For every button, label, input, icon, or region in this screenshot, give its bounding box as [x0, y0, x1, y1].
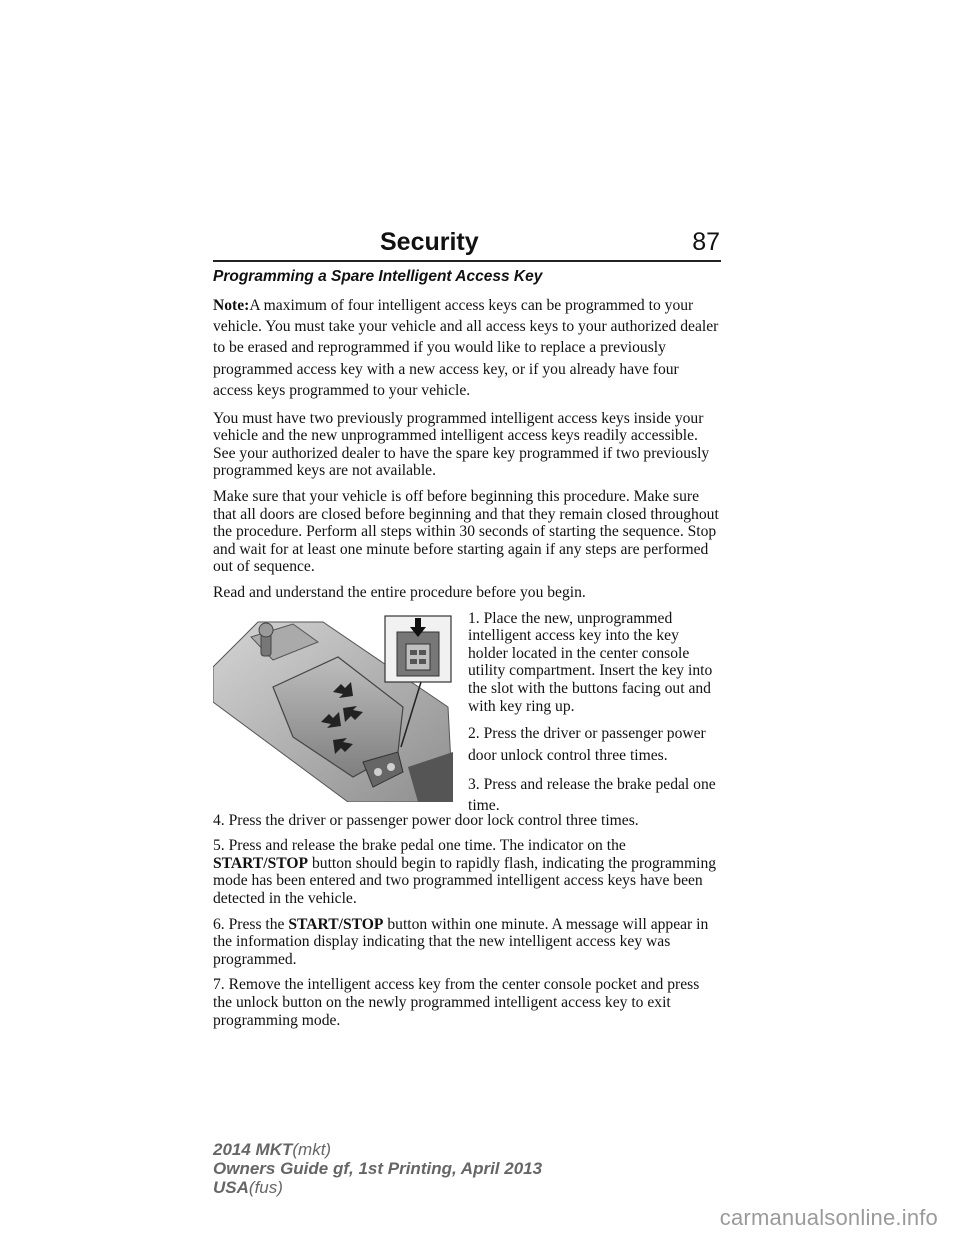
illustrated-steps: [213, 609, 721, 815]
start-stop-button-name: START/STOP: [288, 915, 384, 933]
footer-market-code: (fus): [248, 1178, 283, 1197]
step-6-text-start: 6. Press the: [213, 915, 285, 933]
precautions-paragraph: Make sure that your vehicle is off before beginning this procedure. Make sure that all doors are closed before beginning and that they remain closed throughout the procedure. Perform all steps within 30 seconds of starting the sequence. Stop and wait for at least one minute before starting again if any steps are performed out of sequence.: [213, 488, 719, 576]
page-number: 87: [692, 228, 720, 256]
step-5: [213, 837, 721, 907]
header-divider: [213, 260, 721, 262]
read-first-paragraph: Read and understand the entire procedure before you begin.: [213, 583, 586, 601]
step-7: 7. Remove the intelligent access key from the center console pocket and press the unlock button on the newly programmed intelligent access key to exit programming mode.: [213, 976, 700, 1029]
footer-market: USA: [213, 1178, 249, 1197]
print-footer: [213, 1140, 542, 1197]
steps-beside-figure: [468, 610, 721, 825]
note-text: A maximum of four intelligent access keys can be programmed to your vehicle. You must take your vehicle and all access keys to your authorized dealer to be erased and reprogrammed if you would like to replace a previously programmed access key with a new access key, or if you already have four access keys programmed to your vehicle.: [213, 296, 719, 400]
step-2: 2. Press the driver or passenger power door unlock control three times.: [468, 725, 706, 764]
step-6-text-end: button within one minute. A message will appear in the information display indicating that the new intelligent access key was programmed.: [213, 915, 709, 968]
start-stop-button-name: START/STOP: [213, 854, 309, 872]
step-6: [213, 916, 721, 969]
footer-model-code: (mkt): [292, 1140, 332, 1159]
step-5-text-start: 5. Press and release the brake pedal one time. The indicator on the: [213, 837, 626, 855]
step-5-text-end: button should begin to rapidly flash, indicating the programming mode has been entered and two programmed intelligent access keys have been detected in the vehicle.: [213, 854, 717, 907]
step-3: 3. Press and release the brake pedal one time.: [468, 775, 716, 815]
requirements-paragraph: You must have two previously programmed intelligent access keys inside your vehicle and the new unprogrammed intelligent access keys readily accessible. See your authorized dealer to have the spare key programmed if two previously programmed keys are not available.: [213, 409, 710, 480]
step-1: 1. Place the new, unprogrammed intelligent access key into the key holder located in the center console utility compartment. Insert the key into the slot with the buttons facing out and with key ring up.: [468, 609, 713, 715]
footer-line-1: [213, 1140, 542, 1159]
footer-line-2: Owners Guide gf, 1st Printing, April 2013: [213, 1159, 543, 1178]
footer-line-3: [213, 1178, 542, 1197]
footer-model: 2014 MKT: [213, 1140, 293, 1159]
note-label: Note:: [213, 296, 250, 314]
step-4: 4. Press the driver or passenger power door lock control three times.: [213, 811, 639, 829]
note-paragraph: [213, 295, 721, 402]
page-content: [213, 268, 721, 1037]
section-heading: Programming a Spare Intelligent Access Key: [213, 268, 543, 285]
page-section-title: Security: [380, 228, 479, 256]
watermark: carmanualsonline.info: [719, 1205, 938, 1230]
center-console-key-holder-illustration: [213, 612, 453, 802]
